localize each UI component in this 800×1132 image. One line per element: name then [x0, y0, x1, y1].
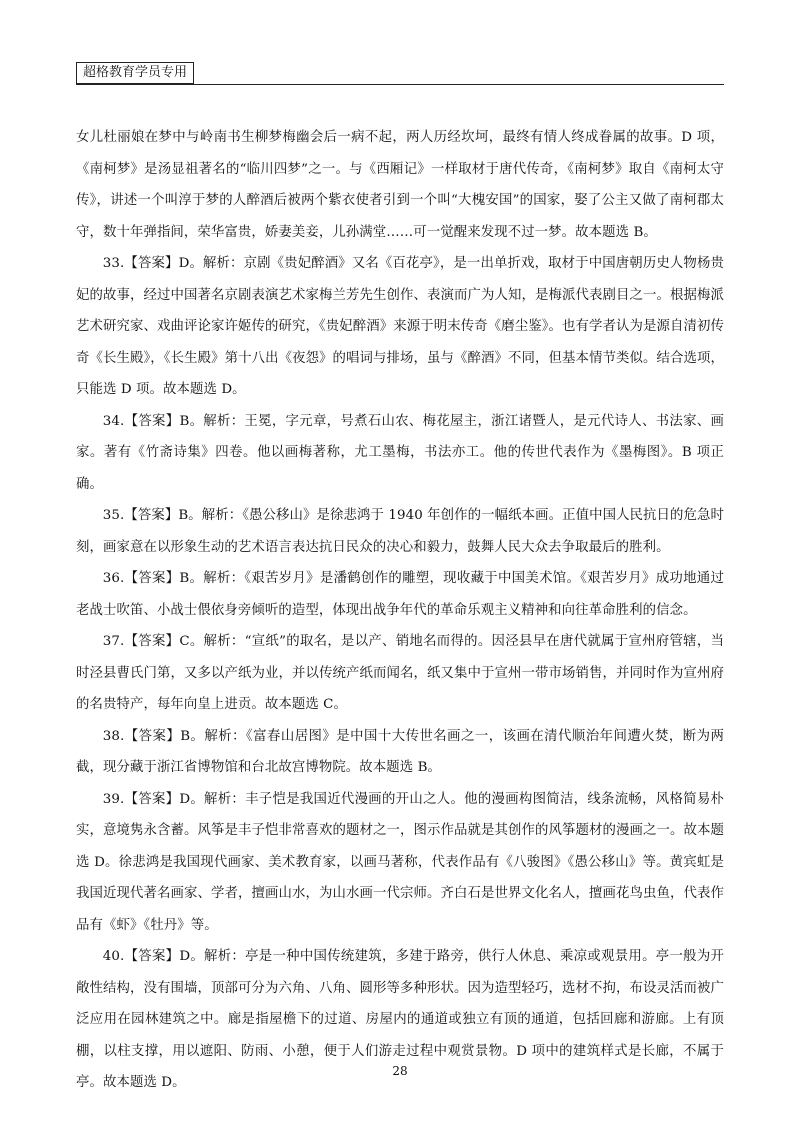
answer-39-paragraph: 39.【答案】D。解析：丰子恺是我国近代漫画的开山之人。他的漫画构图简洁，线条流畅，风格简易朴实，意境隽永含蓄。风筝是丰子恺非常喜欢的题材之一，图示作品就是其创作的风筝题材的漫画之一。故本题选 D。徐悲鸿是我国现代画家、美术教育家，以画马著称，代表作品有《八骏图》《愚公移山》等。黄宾虹是我国近现代著名画家、学者，擅画山水，为山水画一代宗师。齐白石是世界文化名人，擅画花鸟虫鱼，代表作品有《虾》《牡丹》等。: [76, 791, 724, 933]
answer-35-paragraph: 35.【答案】B。解析：《愚公移山》是徐悲鸿于 1940 年创作的一幅纸本画。正值中国人民抗日的危急时刻，画家意在以形象生动的艺术语言表达抗日民众的决心和毅力，鼓舞人民大众去争取最后的胜利。: [76, 508, 724, 555]
page-number: 28: [392, 1064, 408, 1078]
answer-34-paragraph: 34.【答案】B。解析：王冕，字元章，号煮石山农、梅花屋主，浙江诸暨人，是元代诗人、书法家、画家。著有《竹斋诗集》四卷。他以画梅著称，尤工墨梅，书法亦工。他的传世代表作为《墨梅图》。B 项正确。: [76, 413, 724, 492]
answer-36-paragraph: 36.【答案】B。解析：《艰苦岁月》是潘鹤创作的雕塑，现收藏于中国美术馆。《艰苦岁月》成功地通过老战士吹笛、小战士偎依身旁倾听的造型，体现出战争年代的革命乐观主义精神和向往革命胜利的信念。: [76, 571, 724, 618]
answer-40-paragraph: 40.【答案】D。解析：亭是一种中国传统建筑，多建于路旁，供行人休息、乘凉或观景用。亭一般为开敞性结构，没有围墙，顶部可分为六角、八角、圆形等多种形状。因为造型轻巧，选材不拘，布设灵活而被广泛应用在园林建筑之中。廊是指屋檐下的过道、房屋内的通道或独立有顶的通道，包括回廊和游廊。上有顶棚，以柱支撑，用以遮阳、防雨、小憩，便于人们游走过程中观赏景物。D 项中的建筑样式是长廊，不属于亭。故本题选 D。: [76, 949, 724, 1090]
paragraph-continuation: 女儿杜丽娘在梦中与岭南书生柳梦梅幽会后一病不起，两人历经坎坷，最终有情人终成眷属的故事。D 项，《南柯梦》是汤显祖著名的“临川四梦”之一。与《西厢记》一样取材于唐代传奇，《南柯梦》取自《南柯太守传》，讲述一个叫淳于梦的人醉酒后被两个紫衣使者引到一个叫“大槐安国”的国家，娶了公主又做了南柯郡太守，数十年弹指间，荣华富贵，娇妻美妾，儿孙满堂……可一觉醒来发现不过一梦。故本题选 B。: [76, 130, 724, 240]
header-label: 超格教育学员专用: [76, 62, 194, 84]
document-body: [76, 122, 724, 1099]
answer-37-paragraph: 37.【答案】C。解析：“宣纸”的取名，是以产、销地名而得的。因泾县早在唐代就属于宣州府管辖，当时泾县曹氏门第，又多以产纸为业，并以传统产纸而闻名，纸又集中于宣州一带市场销售，并同时作为宣州府的名贵特产，每年向皇上进贡。故本题选 C。: [76, 634, 724, 712]
answer-33-paragraph: 33.【答案】D。解析：京剧《贵妃醉酒》又名《百花亭》，是一出单折戏，取材于中国唐朝历史人物杨贵妃的故事，经过中国著名京剧表演艺术家梅兰芳先生创作、表演而广为人知，是梅派代表剧目之一。根据梅派艺术研究家、戏曲评论家许姬传的研究，《贵妃醉酒》来源于明末传奇《磨尘鉴》。也有学者认为是源自清初传奇《长生殿》，《长生殿》第十八出《夜怨》的唱词与排场，虽与《醉酒》不同，但基本情节类似。结合选项，只能选 D 项。故本题选 D。: [76, 256, 724, 397]
header-divider: [76, 84, 724, 85]
answer-38-paragraph: 38.【答案】B。解析：《富春山居图》是中国十大传世名画之一，该画在清代顺治年间遭火焚，断为两截，现分藏于浙江省博物馆和台北故宫博物院。故本题选 B。: [76, 728, 724, 775]
